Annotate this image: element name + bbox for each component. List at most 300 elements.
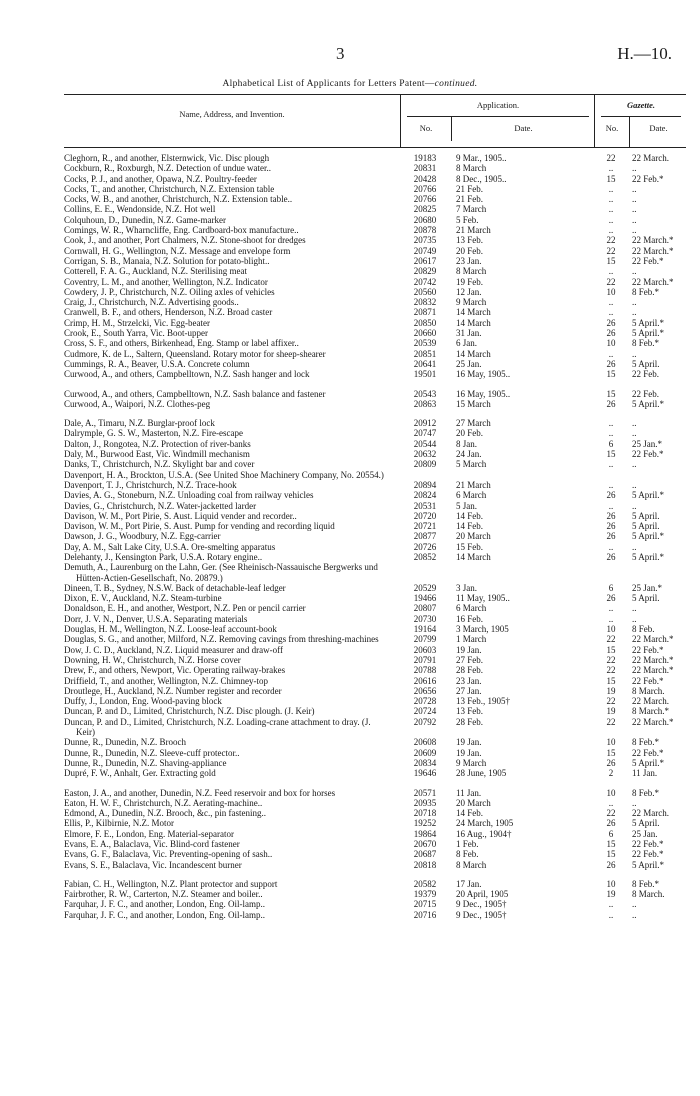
applicant-name-invention	[64, 552, 390, 562]
application-number: 20721	[413, 521, 437, 532]
gazette-number: ..	[608, 428, 614, 439]
gazette-number: 15	[606, 839, 616, 849]
applicant-name-invention	[64, 418, 390, 428]
gazette-number: 15	[606, 369, 616, 380]
gazette-date: 5 April.	[632, 510, 660, 521]
applicant-text: Davenport, H. A., Brockton, U.S.A. (See United Shoe Machinery Company, No. 20554.)	[64, 469, 384, 480]
application-number: 20656	[413, 685, 437, 696]
application-number: 20560	[413, 286, 437, 297]
application-number: 20428	[413, 173, 437, 184]
applicant-name-invention	[64, 399, 390, 409]
application-number: 20792	[413, 716, 437, 727]
application-date: 20 March	[456, 797, 491, 808]
application-date: 8 March	[456, 266, 487, 277]
gazette-number: 10	[606, 286, 616, 297]
applicant-text: Cockburn, R., Roxburgh, N.Z. Detection of undue water..	[64, 163, 272, 174]
application-date: 8 March	[456, 859, 487, 870]
table-row	[64, 768, 686, 778]
gazette-number: 22	[606, 716, 616, 727]
applicant-text: Donaldson, E. H., and another, Westport, N.Z. Pen or pencil carrier	[64, 603, 306, 614]
table-row	[64, 153, 686, 163]
application-number: 20609	[413, 747, 437, 758]
application-number: 20724	[413, 706, 437, 717]
table-row	[64, 439, 686, 449]
gazette-number: 15	[606, 644, 616, 655]
gazette-number: ..	[608, 214, 614, 225]
application-number: 20742	[413, 276, 437, 287]
column-header-gazette-no: No.	[605, 123, 619, 133]
applicant-text: Cross, S. F., and others, Birkenhead, Eng. Stamp or label affixer..	[64, 338, 299, 349]
application-number: 20616	[413, 675, 437, 686]
application-number: 20766	[413, 183, 437, 194]
table-row	[64, 737, 686, 747]
applicant-text: Davison, W. M., Port Pirie, S. Aust. Liquid vender and recorder..	[64, 510, 297, 521]
applicant-name-invention	[64, 542, 390, 552]
application-date: 11 May, 1905..	[456, 593, 510, 604]
gazette-date: 22 March.*	[632, 665, 674, 676]
table-row	[64, 266, 686, 276]
gazette-number: ..	[608, 613, 614, 624]
applicant-name-invention	[64, 748, 390, 758]
applicant-name-invention	[64, 531, 390, 541]
application-number: 19379	[413, 889, 437, 900]
applicant-name-invention	[64, 470, 390, 480]
application-date: 20 March	[456, 531, 491, 542]
applicant-text: Day, A. M., Salt Lake City, U.S.A. Ore-smelting apparatus	[64, 541, 276, 552]
applicant-name-invention	[64, 655, 390, 665]
applicant-text: Curwood, A., and others, Campbelltown, N.Z. Sash hanger and lock	[64, 369, 310, 380]
gazette-number: 15	[606, 747, 616, 758]
table-row	[64, 174, 686, 184]
gazette-date: 22 Feb.*	[632, 839, 664, 849]
gazette-date: 22 Feb.*	[632, 675, 664, 686]
application-number: 20582	[413, 878, 437, 889]
applicant-text: Curwood, A., and others, Campbelltown, N.Z. Sash balance and fastener	[64, 388, 326, 399]
applicant-text: Collins, E. E., Wendonside, N.Z. Hot well	[64, 204, 216, 215]
applicant-text: Edmond, A., Dunedin, N.Z. Brooch, &c., pin fastening..	[64, 808, 266, 819]
applicant-name-invention	[64, 287, 390, 297]
applicant-name-invention	[64, 153, 390, 163]
application-number: 19252	[413, 818, 437, 829]
table-row	[64, 418, 686, 428]
applicant-text: Dalton, J., Rongotea, N.Z. Protection of river-banks	[64, 438, 251, 449]
application-date: 9 March	[456, 297, 487, 308]
gazette-number: 26	[606, 531, 616, 542]
application-number: 20749	[413, 245, 437, 256]
applicant-text: Cleghorn, R., and another, Elsternwick, Vic. Disc plough	[64, 153, 270, 163]
application-date: 19 Feb.	[456, 276, 483, 287]
gazette-number: 22	[606, 634, 616, 645]
application-date: 6 March	[456, 490, 487, 501]
gazette-number: 26	[606, 521, 616, 532]
applicant-name-invention	[64, 696, 390, 706]
table-row	[64, 369, 686, 379]
gazette-number: ..	[608, 479, 614, 490]
application-date: 6 March	[456, 603, 487, 614]
gazette-date: 8 Feb.*	[632, 286, 659, 297]
gazette-date: ..	[632, 348, 637, 359]
table-row	[64, 808, 686, 818]
application-number: 20850	[413, 317, 437, 328]
column-header-application: Application.	[476, 100, 520, 110]
gazette-number: 26	[606, 818, 616, 829]
gazette-date: 22 Feb.	[632, 369, 659, 380]
applicant-text: Dale, A., Timaru, N.Z. Burglar-proof lock	[64, 418, 215, 429]
applicant-text: Duncan, P. and D., Limited, Christchurch, N.Z. Loading-crane attachment to dray. (J. Keir)	[64, 716, 371, 738]
application-date: 17 Jan.	[456, 878, 482, 889]
gazette-date: 5 April.*	[632, 551, 665, 562]
application-date: 28 Feb.	[456, 716, 483, 727]
gazette-date: 22 March.*	[632, 245, 674, 256]
application-number: 20818	[413, 859, 437, 870]
applicant-text: Fabian, C. H., Wellington, N.Z. Plant protector and support	[64, 878, 278, 889]
table-header	[64, 94, 686, 148]
gazette-number: ..	[608, 297, 614, 308]
applicant-text: Evans, E. A., Balaclava, Vic. Blind-cord fastener	[64, 839, 240, 849]
application-number: 20720	[413, 510, 437, 521]
applicant-text: Farquhar, J. F. C., and another, London, Eng. Oil-lamp..	[64, 909, 266, 920]
application-number: 20730	[413, 613, 437, 624]
applicant-text: Cocks, P. J., and another, Opawa, N.Z. Poultry-feeder	[64, 173, 257, 184]
gazette-number: ..	[608, 194, 614, 205]
applicant-name-invention	[64, 174, 390, 184]
table-row	[64, 910, 686, 920]
application-date: 14 March	[456, 348, 491, 359]
applicant-name-invention	[64, 277, 390, 287]
applicant-name-invention	[64, 449, 390, 459]
application-number: 20728	[413, 696, 437, 707]
column-header-gazette: Gazette.	[626, 100, 656, 110]
table-row	[64, 480, 686, 490]
application-date: 24 Jan.	[456, 449, 482, 460]
table-row	[64, 449, 686, 459]
gazette-number: 26	[606, 593, 616, 604]
table-row	[64, 676, 686, 686]
table-row	[64, 614, 686, 624]
application-date: 7 March	[456, 204, 487, 215]
column-header-name: Name, Address, and Invention.	[179, 109, 285, 119]
application-number: 19164	[413, 624, 437, 635]
gazette-number: 26	[606, 358, 616, 369]
gazette-date: 8 March.*	[632, 706, 669, 717]
applicant-text: Davenport, T. J., Christchurch, N.Z. Trace-hook	[64, 479, 237, 490]
applicant-name-invention	[64, 717, 390, 738]
applicant-name-invention	[64, 818, 390, 828]
gazette-date: 5 April.	[632, 521, 660, 532]
application-date: 16 May, 1905..	[456, 369, 511, 380]
application-number: 19501	[413, 369, 437, 380]
gazette-number: 2	[608, 768, 614, 779]
applicant-name-invention	[64, 839, 390, 849]
applicant-text: Comings, W. R., Wharncliffe, Eng. Cardboard-box manufacture..	[64, 225, 299, 236]
application-number: 19646	[413, 768, 437, 779]
applicant-name-invention	[64, 849, 390, 859]
table-row	[64, 839, 686, 849]
table-row	[64, 389, 686, 399]
applicant-name-invention	[64, 369, 390, 379]
application-number: 20680	[413, 214, 437, 225]
application-date: 6 Jan.	[456, 338, 477, 349]
gazette-date: 5 April.*	[632, 317, 665, 328]
gazette-number: ..	[608, 899, 614, 910]
applicant-text: Davison, W. M., Port Pirie, S. Aust. Pump for vending and recording liquid	[64, 521, 335, 532]
table-row	[64, 277, 686, 287]
table-row	[64, 879, 686, 889]
gazette-number: 10	[606, 878, 616, 889]
gazette-date: 5 April.	[632, 358, 660, 369]
applicant-text: Douglas, H. M., Wellington, N.Z. Loose-leaf account-book	[64, 624, 277, 635]
application-date: 1 March	[456, 634, 487, 645]
table-row	[64, 459, 686, 469]
page-title	[0, 79, 700, 89]
applicant-name-invention	[64, 665, 390, 675]
application-number: 20877	[413, 531, 437, 542]
applicant-text: Dow, J. C. D., Auckland, N.Z. Liquid measurer and draw-off	[64, 644, 283, 655]
gazette-number: ..	[608, 204, 614, 215]
applicant-name-invention	[64, 706, 390, 716]
applicant-text: Colquhoun, D., Dunedin, N.Z. Game-marker	[64, 214, 226, 225]
table-row	[64, 645, 686, 655]
gazette-number: 22	[606, 808, 616, 819]
application-date: 21 March	[456, 479, 491, 490]
table-row	[64, 246, 686, 256]
applicant-name-invention	[64, 163, 390, 173]
page-title-main: Alphabetical List of Applicants for Letters Patent—	[222, 79, 435, 89]
gazette-number: 15	[606, 255, 616, 266]
gazette-number: 15	[606, 675, 616, 686]
gazette-number: 26	[606, 551, 616, 562]
gazette-date: 22 March.*	[632, 634, 674, 645]
table-row	[64, 818, 686, 828]
gazette-date: 5 April.*	[632, 398, 665, 409]
table-row	[64, 603, 686, 613]
application-date: 13 Feb.	[456, 706, 483, 717]
gazette-number: 10	[606, 338, 616, 349]
application-number: 20571	[413, 787, 437, 798]
applicant-name-invention	[64, 645, 390, 655]
table-row	[64, 696, 686, 706]
applicant-name-invention	[64, 246, 390, 256]
gazette-number: 10	[606, 624, 616, 635]
application-number: 20715	[413, 899, 437, 910]
table-row	[64, 717, 686, 738]
application-date: 19 Jan.	[456, 747, 482, 758]
application-date: 20 April, 1905	[456, 889, 509, 900]
gazette-number: ..	[608, 909, 614, 920]
applicant-text: Dunne, R., Dunedin, N.Z. Sleeve-cuff protector..	[64, 747, 240, 758]
gazette-number: 26	[606, 328, 616, 339]
gazette-number: 15	[606, 449, 616, 460]
gazette-number: 6	[608, 582, 614, 593]
gazette-date: ..	[632, 266, 637, 277]
table-row	[64, 583, 686, 593]
applicant-text: Crook, E., South Yarra, Vic. Boot-upper	[64, 328, 209, 339]
applicant-text: Duffy, J., London, Eng. Wood-paving block	[64, 696, 222, 707]
application-number: 20912	[413, 418, 437, 429]
application-number: 20851	[413, 348, 437, 359]
gazette-date: ..	[632, 204, 637, 215]
application-date: 25 Jan.	[456, 358, 482, 369]
applicant-text: Cranwell, B. F., and others, Henderson, N.Z. Broad caster	[64, 307, 273, 318]
table-row	[64, 899, 686, 909]
table-row	[64, 328, 686, 338]
applicant-text: Driffield, T., and another, Wellington, N.Z. Chimney-top	[64, 675, 268, 686]
gazette-number: 6	[608, 828, 614, 839]
application-number: 20632	[413, 449, 437, 460]
application-number: 20608	[413, 737, 437, 748]
gazette-date: 8 Feb.*	[632, 878, 659, 889]
table-row	[64, 829, 686, 839]
applicant-name-invention	[64, 428, 390, 438]
application-number: 20617	[413, 255, 437, 266]
application-number: 20829	[413, 266, 437, 277]
gazette-date: 5 April.*	[632, 490, 665, 501]
application-date: 1 Feb.	[456, 839, 479, 849]
application-date: 16 Aug., 1904†	[456, 828, 512, 839]
gazette-date: ..	[632, 163, 637, 174]
gazette-number: ..	[608, 500, 614, 511]
gazette-date: 22 Feb.*	[632, 644, 664, 655]
application-number: 20670	[413, 839, 437, 849]
application-number: 20718	[413, 808, 437, 819]
gazette-number: 15	[606, 388, 616, 399]
page-number: 3	[336, 44, 345, 63]
applicant-name-invention	[64, 194, 390, 204]
applicant-name-invention	[64, 614, 390, 624]
applicant-name-invention	[64, 562, 390, 583]
gazette-number: 22	[606, 153, 616, 163]
gazette-date: ..	[632, 479, 637, 490]
document-reference: H.—10.	[617, 44, 672, 63]
gazette-number: 19	[606, 889, 616, 900]
applicant-text: Cudmore, K. de L., Saltern, Queensland. Rotary motor for sheep-shearer	[64, 348, 326, 359]
applicant-text: Curwood, A., Waipori, N.Z. Clothes-peg	[64, 398, 211, 409]
application-date: 14 March	[456, 551, 491, 562]
gazette-number: 26	[606, 757, 616, 768]
application-date: 3 Jan.	[456, 582, 477, 593]
table-row	[64, 470, 686, 480]
table-row	[64, 552, 686, 562]
gazette-date: ..	[632, 899, 637, 910]
applicant-name-invention	[64, 439, 390, 449]
column-group-gazette	[594, 95, 687, 147]
applicant-text: Dunne, R., Dunedin, N.Z. Brooch	[64, 737, 186, 748]
gazette-date: ..	[632, 307, 637, 318]
applicant-text: Davies, G., Christchurch, N.Z. Water-jacketted larder	[64, 500, 257, 511]
gazette-date: 25 Jan.*	[632, 582, 662, 593]
gazette-number: 22	[606, 245, 616, 256]
application-number: 20834	[413, 757, 437, 768]
application-number: 20716	[413, 909, 437, 920]
application-number: 20832	[413, 297, 437, 308]
application-number: 20531	[413, 500, 437, 511]
application-date: 14 Feb.	[456, 521, 483, 532]
applicant-text: Davies, A. G., Stoneburn, N.Z. Unloading coal from railway vehicles	[64, 490, 314, 501]
table-row	[64, 748, 686, 758]
applicant-name-invention	[64, 758, 390, 768]
applicant-name-invention	[64, 737, 390, 747]
applicant-name-invention	[64, 359, 390, 369]
applicant-name-invention	[64, 879, 390, 889]
gazette-date: 22 March.	[632, 153, 669, 163]
gazette-date: 8 March.	[632, 685, 665, 696]
gazette-number: 22	[606, 235, 616, 246]
table-row	[64, 287, 686, 297]
application-number: 20878	[413, 225, 437, 236]
gazette-date: 22 March.*	[632, 235, 674, 246]
table-row	[64, 686, 686, 696]
table-row	[64, 359, 686, 369]
table-row	[64, 501, 686, 511]
applicant-name-invention	[64, 459, 390, 469]
applicant-name-invention	[64, 349, 390, 359]
application-date: 14 Feb.	[456, 510, 483, 521]
applicant-text: Daly, M., Burwood East, Vic. Windmill mechanism	[64, 449, 250, 460]
application-date: 5 Jan.	[456, 500, 477, 511]
applicant-name-invention	[64, 686, 390, 696]
applicant-name-invention	[64, 521, 390, 531]
table-row	[64, 860, 686, 870]
application-date: 23 Jan.	[456, 255, 482, 266]
gazette-date: 5 April.	[632, 593, 660, 604]
applicant-name-invention	[64, 256, 390, 266]
application-date: 27 Feb.	[456, 654, 483, 665]
applicant-name-invention	[64, 204, 390, 214]
application-date: 14 March	[456, 307, 491, 318]
applicant-text: Fairbrother, R. W., Carterton, N.Z. Steamer and boiler..	[64, 889, 263, 900]
applicant-name-invention	[64, 318, 390, 328]
table-row	[64, 889, 686, 899]
application-date: 19 Jan.	[456, 644, 482, 655]
table-row	[64, 624, 686, 634]
gazette-date: ..	[632, 225, 637, 236]
gazette-date: 8 Feb.	[632, 624, 655, 635]
applicant-name-invention	[64, 676, 390, 686]
applicants-table-body	[64, 153, 686, 920]
gazette-date: ..	[632, 194, 637, 205]
gazette-date: 22 Feb.*	[632, 849, 664, 860]
applicant-name-invention	[64, 899, 390, 909]
application-date: 21 Feb.	[456, 183, 483, 194]
application-number: 20766	[413, 194, 437, 205]
applicant-text: Droutlege, H., Auckland, N.Z. Number register and recorder	[64, 685, 282, 696]
applicant-text: Douglas, S. G., and another, Milford, N.Z. Removing cavings from threshing-machines	[64, 634, 379, 645]
application-number: 19466	[413, 593, 437, 604]
applicant-name-invention	[64, 307, 390, 317]
applicant-name-invention	[64, 501, 390, 511]
table-row	[64, 399, 686, 409]
gazette-date: 22 Feb.*	[632, 255, 664, 266]
application-number: 20809	[413, 459, 437, 470]
gazette-number: ..	[608, 307, 614, 318]
applicant-text: Easton, J. A., and another, Dunedin, N.Z. Feed reservoir and box for horses	[64, 787, 336, 798]
applicant-name-invention	[64, 328, 390, 338]
applicant-text: Cocks, T., and another, Christchurch, N.Z. Extension table	[64, 183, 275, 194]
applicant-name-invention	[64, 511, 390, 521]
gazette-number: ..	[608, 541, 614, 552]
gazette-number: 10	[606, 737, 616, 748]
application-date: 8 Dec., 1905..	[456, 173, 507, 184]
gazette-date: 5 April.*	[632, 531, 665, 542]
applicant-text: Craig, J., Christchurch, N.Z. Advertising goods..	[64, 297, 239, 308]
column-header-application-no: No.	[419, 123, 433, 133]
application-number: 20935	[413, 797, 437, 808]
gazette-number: ..	[608, 459, 614, 470]
applicant-text: Corrigan, S. B., Manaia, N.Z. Solution for potato-blight..	[64, 255, 270, 266]
gazette-date: ..	[632, 541, 637, 552]
application-date: 27 Jan.	[456, 685, 482, 696]
application-number: 20825	[413, 204, 437, 215]
